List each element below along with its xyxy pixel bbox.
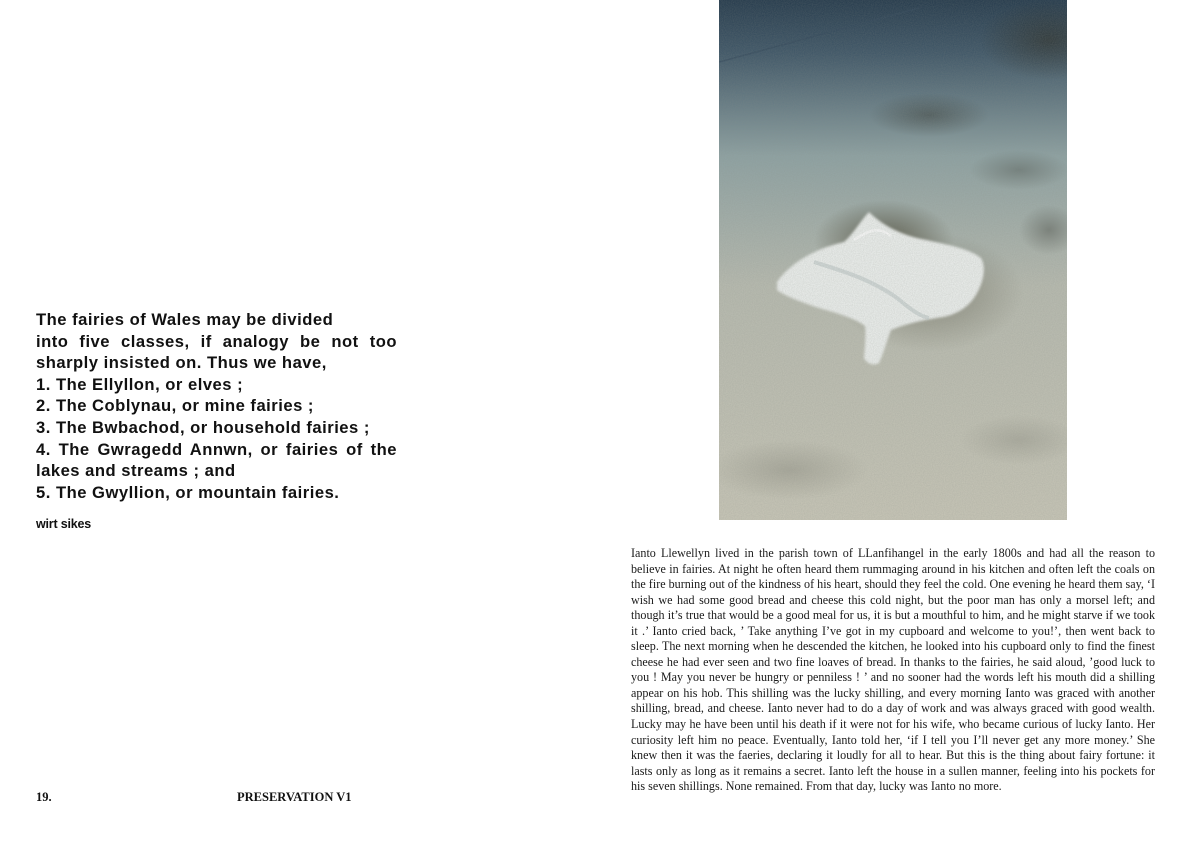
quote-attribution: wirt sikes: [36, 517, 91, 531]
quote-line: lakes and streams ; and: [36, 461, 236, 481]
photo-of-cloth-icon: [719, 0, 1067, 520]
quote-line: 4. The Gwragedd Annwn, or fairies of the: [36, 439, 397, 459]
quote-line: 1. The Ellyllon, or elves ;: [36, 374, 244, 394]
quote-line: 2. The Coblynau, or mine fairies ;: [36, 396, 314, 416]
quote-line: 5. The Gwyllion, or mountain fairies.: [36, 482, 340, 502]
right-page: [595, 0, 1190, 841]
quote-line: into five classes, if analogy be not too: [36, 331, 397, 351]
quote-line: 3. The Bwbachod, or household fairies ;: [36, 417, 370, 437]
quote-line: The fairies of Wales may be divided: [36, 310, 334, 329]
quote-line: sharply insisted on. Thus we have,: [36, 353, 327, 373]
fairy-classes-quote: [36, 309, 397, 503]
page-number: 19.: [36, 790, 52, 804]
running-title: PRESERVATION V1: [237, 790, 352, 804]
story-paragraph: Ianto Llewellyn lived in the parish town of LLanfihangel in the early 1800s and had all the reason to believe in fairies. At night he often heard them rummaging around in his kitchen and often left the coals on the fire burning out of the kindness of his heart, should they feel the cold. One evening he heard them say, ‘I wish we had some good bread and cheese this cold night, but the poor man has only a morsel left; and though it’s true that would be a good meal for us, it is but a mouthful to him, and he might starve if we took it .’ Ianto cried back, ’ Take anything I’ve got in my cupboard and welcome to you!’, then went back to sleep. The next morning when he descended the kitchen, he looked into his cupboard only to find the finest cheese he had ever seen and two fine loaves of bread. In thanks to the fairies, he said aloud, ’good luck to you ! May you never be hungry or penniless ! ’ and no sooner had the words left his mouth did a shilling appear on his hob. This shilling was the lucky shilling, and every morning Ianto was graced with another shilling, bread, and cheese. Ianto never had to do a day of work and was always graced with good wealth. Lucky may he have been until his death if it were not for his wife, who became curious of lucky Ianto. Her curiosity left him no peace. Eventually, Ianto told her, ‘if I tell you I’ll never get any more money.’ She knew then it was the faeries, declaring it loudly for all to hear. But this is the thing about fairy fortune: it lasts only as long as it remains a secret. Ianto left the house in a sullen manner, feeling into his pockets for his seven shillings. None remained. From that day, lucky was Ianto no more.: [631, 546, 1155, 794]
